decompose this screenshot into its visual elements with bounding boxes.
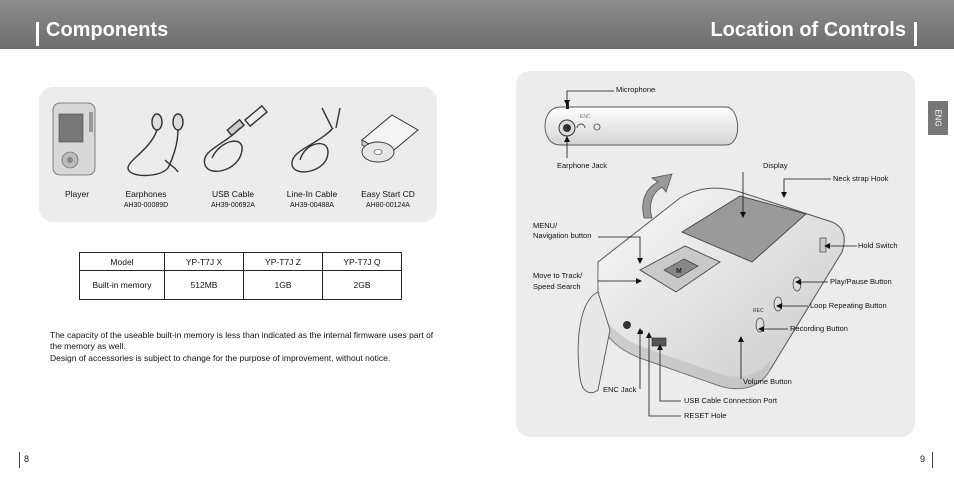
usb-cable-image	[204, 106, 267, 171]
component-label-usb-cable: USB Cable	[211, 189, 255, 199]
component-code-line-in-cable: AH39-00488A	[290, 202, 334, 209]
memory-spec-table	[79, 252, 402, 300]
callout-display: Display	[763, 161, 788, 170]
rec-marking: REC	[753, 308, 764, 314]
location-of-controls-title: Location of Controls	[710, 19, 906, 41]
callout-hold-switch: Hold Switch	[858, 241, 898, 250]
component-code-earphones: AH30-00089D	[123, 202, 169, 209]
device-main-view	[578, 188, 844, 393]
m-key-marking: M	[676, 268, 682, 275]
component-code-easy-start-cd: AH80-00124A	[366, 202, 410, 209]
left-page-tick	[19, 452, 20, 468]
callout-recording: Recording Button	[790, 324, 848, 333]
callout-volume: Volume Button	[743, 377, 792, 386]
table-header-cell: Model	[80, 253, 165, 271]
component-code-usb-cable: AH39-00692A	[211, 202, 255, 209]
player-image	[53, 103, 95, 175]
component-label-earphones: Earphones	[125, 189, 167, 199]
callout-neck-strap-hook: Neck strap Hook	[833, 174, 889, 183]
right-page-tick	[932, 452, 933, 468]
callout-loop-repeating: Loop Repeating Button	[810, 301, 887, 310]
table-header-cell: YP-T7J Z	[244, 253, 323, 271]
accessories-design-note: Design of accessories is subject to change for the purpose of improvement, without notice.	[50, 353, 391, 363]
memory-capacity-note: The capacity of the useable built-in memory is less than indicated as the internal firmware uses part of the memory as well.	[50, 330, 434, 351]
component-label-easy-start-cd: Easy Start CD	[361, 189, 415, 199]
callout-enc-jack: ENC Jack	[603, 385, 637, 394]
callout-microphone: Microphone	[616, 85, 656, 94]
table-header-cell: YP-T7J Q	[323, 253, 402, 271]
table-cell: 2GB	[323, 271, 402, 300]
component-label-player: Player	[64, 189, 90, 199]
line-in-cable-image	[292, 108, 340, 172]
table-row	[80, 271, 402, 300]
callout-reset-hole: RESET Hole	[684, 411, 727, 420]
component-label-line-in-cable: Line-In Cable	[286, 189, 338, 199]
callout-move-line1: Move to Track/	[533, 271, 583, 280]
language-tab: ENG	[928, 101, 948, 135]
callout-menu-line1: MENU/	[533, 221, 558, 230]
cd-image	[362, 115, 418, 162]
callout-play-pause: Play/Pause Button	[830, 277, 892, 286]
device-top-view	[545, 103, 738, 145]
table-cell: Built-in memory	[80, 271, 165, 300]
left-page-number: 8	[24, 454, 30, 464]
earphones-image	[128, 114, 183, 176]
right-page-number: 9	[920, 454, 926, 464]
enc-top-marking: ENC	[580, 114, 591, 120]
components-title: Components	[46, 19, 169, 41]
callout-menu-line2: Navigation button	[533, 231, 592, 240]
callout-move-line2: Speed Search	[533, 282, 581, 291]
table-cell: 512MB	[165, 271, 244, 300]
table-header-row	[80, 253, 402, 271]
table-header-cell: YP-T7J X	[165, 253, 244, 271]
callout-earphone-jack: Earphone Jack	[557, 161, 608, 170]
table-cell: 1GB	[244, 271, 323, 300]
callout-usb-port: USB Cable Connection Port	[684, 396, 777, 405]
